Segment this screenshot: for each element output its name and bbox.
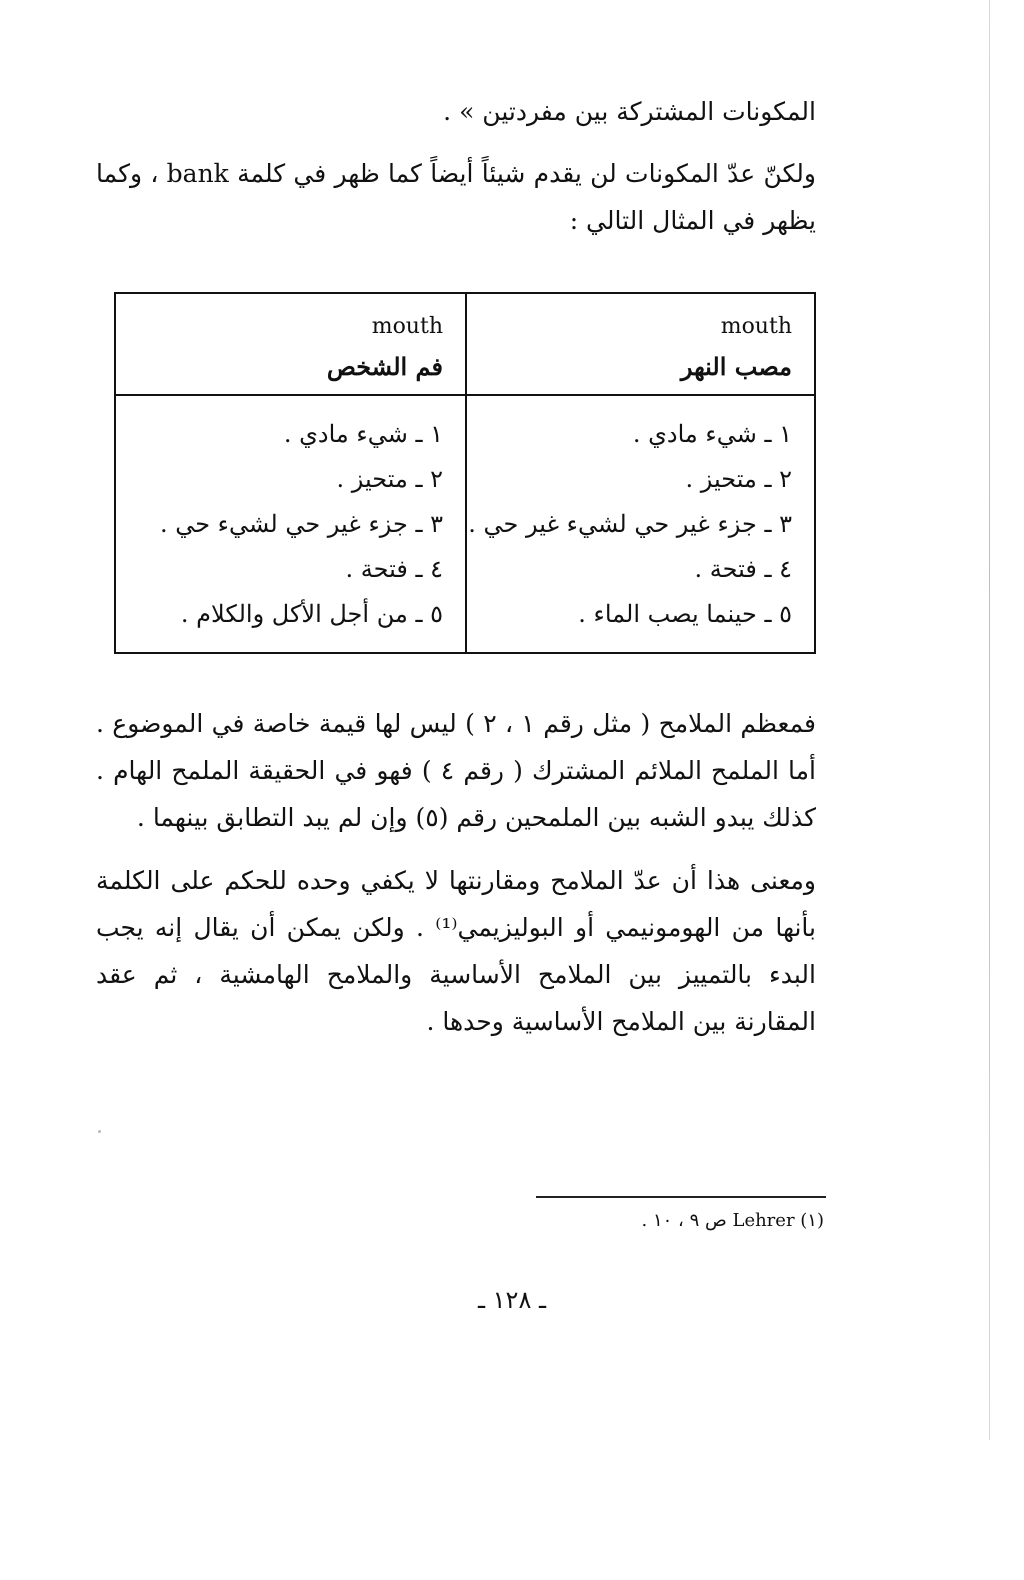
table-column-person-mouth	[116, 294, 465, 652]
header-english-word: mouth	[720, 314, 792, 339]
list-item: ٥ ـ من أجل الأكل والكلام .	[180, 600, 443, 628]
top-line	[96, 88, 816, 135]
intro-paragraph	[96, 150, 816, 244]
table-body-river-mouth	[467, 396, 814, 637]
body-paragraph: ومعنى هذا أن عدّ الملامح ومقارنتها لا يكفي وحده للحكم على الكلمة بأنها من الهومونيمي أو البوليزيمي⁽¹⁾ . ولكن يمكن أن يقال إنه يجب البدء بالتمييز بين الملامح الأساسية والملامح الهامشية ، ثم عقد المقارنة بين الملامح الأساسية وحدها .	[96, 866, 816, 1036]
scan-speck	[98, 1130, 101, 1133]
list-item: ٥ ـ حينما يصب الماء .	[578, 600, 792, 628]
intro-english-word: bank	[166, 159, 229, 188]
list-item: ٢ ـ متحيز .	[336, 465, 443, 493]
list-item: ٣ ـ جزء غير حي لشيء غير حي .	[468, 510, 792, 538]
header-arabic-label: مصب النهر	[680, 352, 792, 381]
list-item: ٢ ـ متحيز .	[685, 465, 792, 493]
table-column-river-mouth	[465, 294, 814, 652]
footnote: (١) Lehrer ص ٩ ، ١٠ .	[641, 1210, 824, 1231]
intro-text	[96, 150, 816, 244]
list-item: ١ ـ شيء مادي .	[283, 420, 443, 448]
table-body-person-mouth	[116, 396, 465, 637]
intro-after-word: ، وكما يظهر في المثال التالي :	[96, 159, 816, 235]
table-header-person-mouth	[116, 294, 465, 396]
body-text	[96, 700, 816, 1061]
list-item: ٣ ـ جزء غير حي لشيء حي .	[159, 510, 443, 538]
body-paragraph: فمعظم الملامح ( مثل رقم ١ ، ٢ ) ليس لها قيمة خاصة في الموضوع . أما الملمح الملائم المشترك ( رقم ٤ ) فهو في الحقيقة الملمح الهام . كذلك يبدو الشبه بين الملمحين رقم (٥) وإن لم يبد التطابق بينهما .	[96, 709, 817, 832]
top-line-text: المكونات المشتركة بين مفردتين » .	[443, 97, 816, 126]
footnote-separator	[536, 1196, 826, 1198]
header-english-word: mouth	[371, 314, 443, 339]
page-number: ـ ١٢٨ ـ	[477, 1286, 546, 1314]
table-header-river-mouth	[467, 294, 814, 396]
comparison-table	[114, 292, 816, 654]
list-item: ١ ـ شيء مادي .	[632, 420, 792, 448]
header-arabic-label: فم الشخص	[326, 352, 443, 381]
scan-edge-line	[989, 0, 990, 1440]
list-item: ٤ ـ فتحة .	[694, 555, 792, 583]
intro-before-word: ولكنّ عدّ المكونات لن يقدم شيئاً أيضاً كما ظهر في كلمة	[237, 159, 816, 188]
list-item: ٤ ـ فتحة .	[345, 555, 443, 583]
